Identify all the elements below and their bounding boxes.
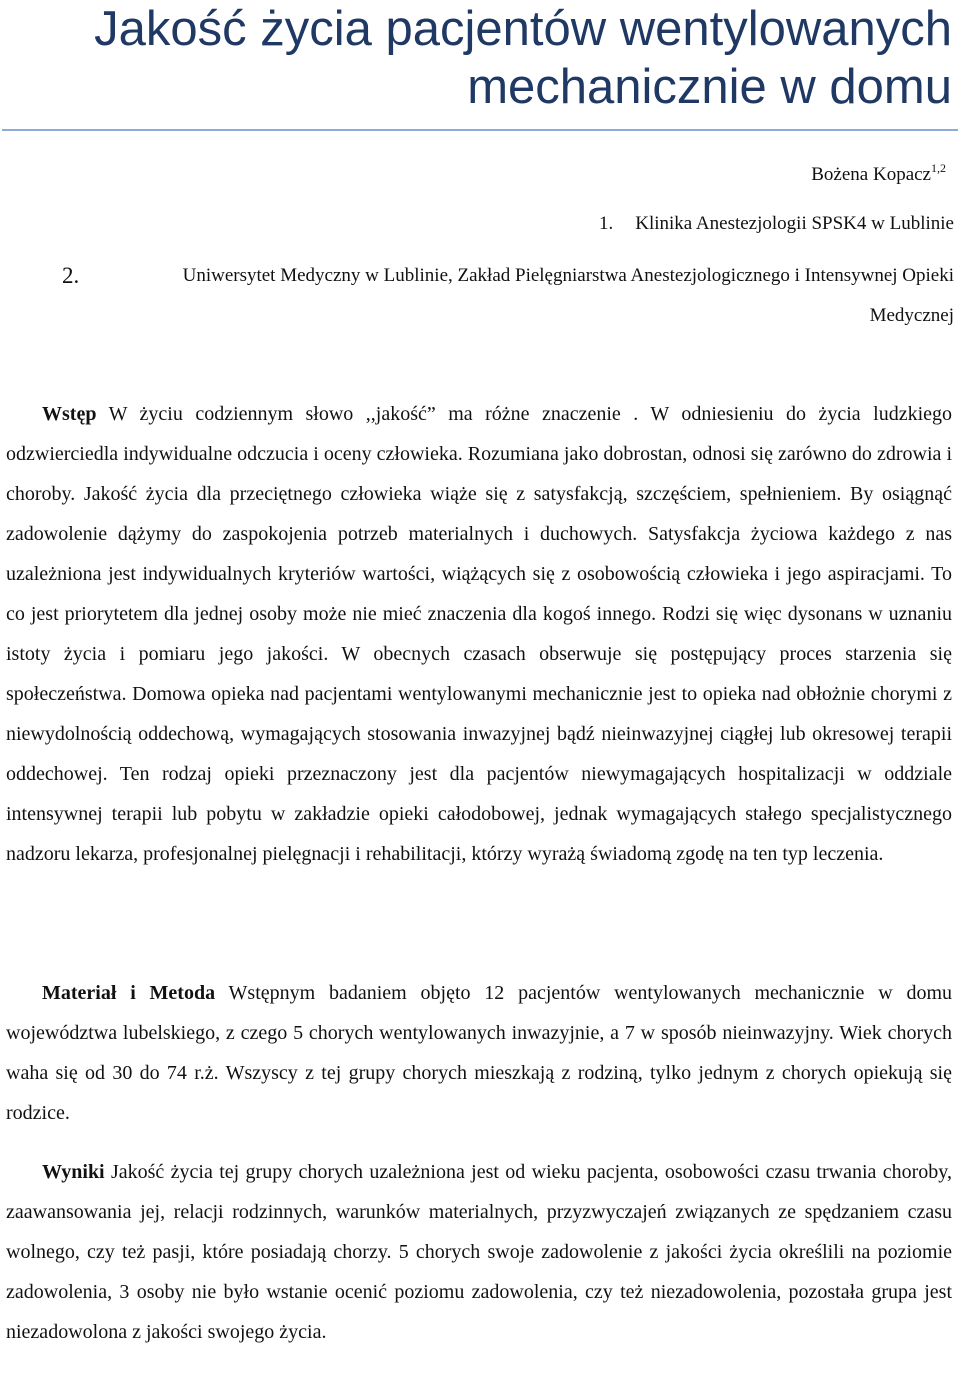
intro-section — [6, 394, 952, 874]
author-line — [811, 163, 946, 187]
intro-text: W życiu codziennym słowo ,,jakość” ma różne znaczenie . W odniesieniu do życia ludzkiego odzwierciedla indywidualne odczucia i oceny człowieka. Rozumiana jako dobrostan, odnosi się zarówno do zdrowia i choroby. Jakość życia dla przeciętnego człowieka wiąże się z satysfakcją, szczęściem, spełnieniem. By osiągnąć zadowolenie dążymy do zaspokojenia potrzeb materialnych i duchowych. Satysfakcja życiowa każdego z nas uzależniona jest indywidualnych kryteriów wartości, wiążących się z osobowością człowieka i jego aspiracjami. To co jest priorytetem dla jednej osoby może nie mieć znaczenia dla kogoś innego. Rodzi się więc dysonans w uznaniu istoty życia i pomiaru jego jakości. W obecnych czasach obserwuje się postępujący proces starzenia się społeczeństwa. Domowa opieka nad pacjentami wentylowanymi mechanicznie jest to opieka nad obłożnie chorymi z niewydolnością oddechową, wymagających stosowania inwazyjnej bądź nieinwazyjnej ciągłej lub okresowej terapii oddechowej. Ten rodzaj opieki przeznaczony jest dla pacjentów niewymagających hospitalizacji w oddziale intensywnej terapii lub pobytu w zakładzie opieki całodobowej, jednak wymagających stałego specjalistycznego nadzoru lekarza, profesjonalnej pielęgnacji i rehabilitacji, którzy wyrażą świadomą zgodę na ten typ leczenia. — [6, 403, 953, 865]
results-text: Jakość życia tej grupy chorych uzależniona jest od wieku pacjenta, osobowości czasu trwania choroby, zaawansowania jej, relacji rodzinnych, warunków materialnych, przyzwyczajeń związanych ze spędzaniem czasu wolnego, czy też pasji, które posiadają chorzy. 5 chorych swoje zadowolenie z jakości życia określili na poziomie zadowolenia, 3 osoby nie było wstanie ocenić poziomu zadowolenia, czy też niezadowolenia, pozostała grupa jest niezadowolona z jakości swojego życia. — [6, 1161, 952, 1343]
method-heading: Materiał i Metoda — [42, 982, 216, 1004]
affiliation-1-number: 1. — [598, 213, 614, 234]
results-heading: Wyniki — [42, 1161, 105, 1183]
title-line-1: Jakość życia pacjentów wentylowanych — [94, 2, 952, 56]
author-affiliation-marks: 1,2 — [931, 161, 946, 175]
method-section — [6, 973, 952, 1133]
affiliation-1 — [599, 212, 954, 236]
results-section — [6, 1152, 952, 1352]
affiliation-2-text: Uniwersytet Medyczny w Lublinie, Zakład Pielęgniarstwa Anestezjologicznego i Intensywnej Opieki Medycznej — [182, 265, 954, 326]
paper-title — [0, 0, 960, 116]
affiliation-2-number: 2. — [62, 263, 80, 288]
method-text: Wstępnym badaniem objęto 12 pacjentów wentylowanych mechanicznie w domu województwa lubelskiego, z czego 5 chorych wentylowanych inwazyjnie, a 7 w sposób nieinwazyjny. Wiek chorych waha się od 30 do 74 r.ż. Wszyscy z tej grupy chorych mieszkają z rodziną, tylko jednym z chorych opiekują się rodzice. — [6, 982, 953, 1124]
title-divider — [2, 129, 958, 131]
intro-heading: Wstęp — [42, 403, 97, 425]
author-name: Bożena Kopacz — [811, 164, 931, 185]
affiliation-2 — [62, 256, 954, 336]
title-line-2: mechanicznie w domu — [467, 60, 952, 114]
affiliation-1-text: Klinika Anestezjologii SPSK4 w Lublinie — [635, 213, 954, 234]
